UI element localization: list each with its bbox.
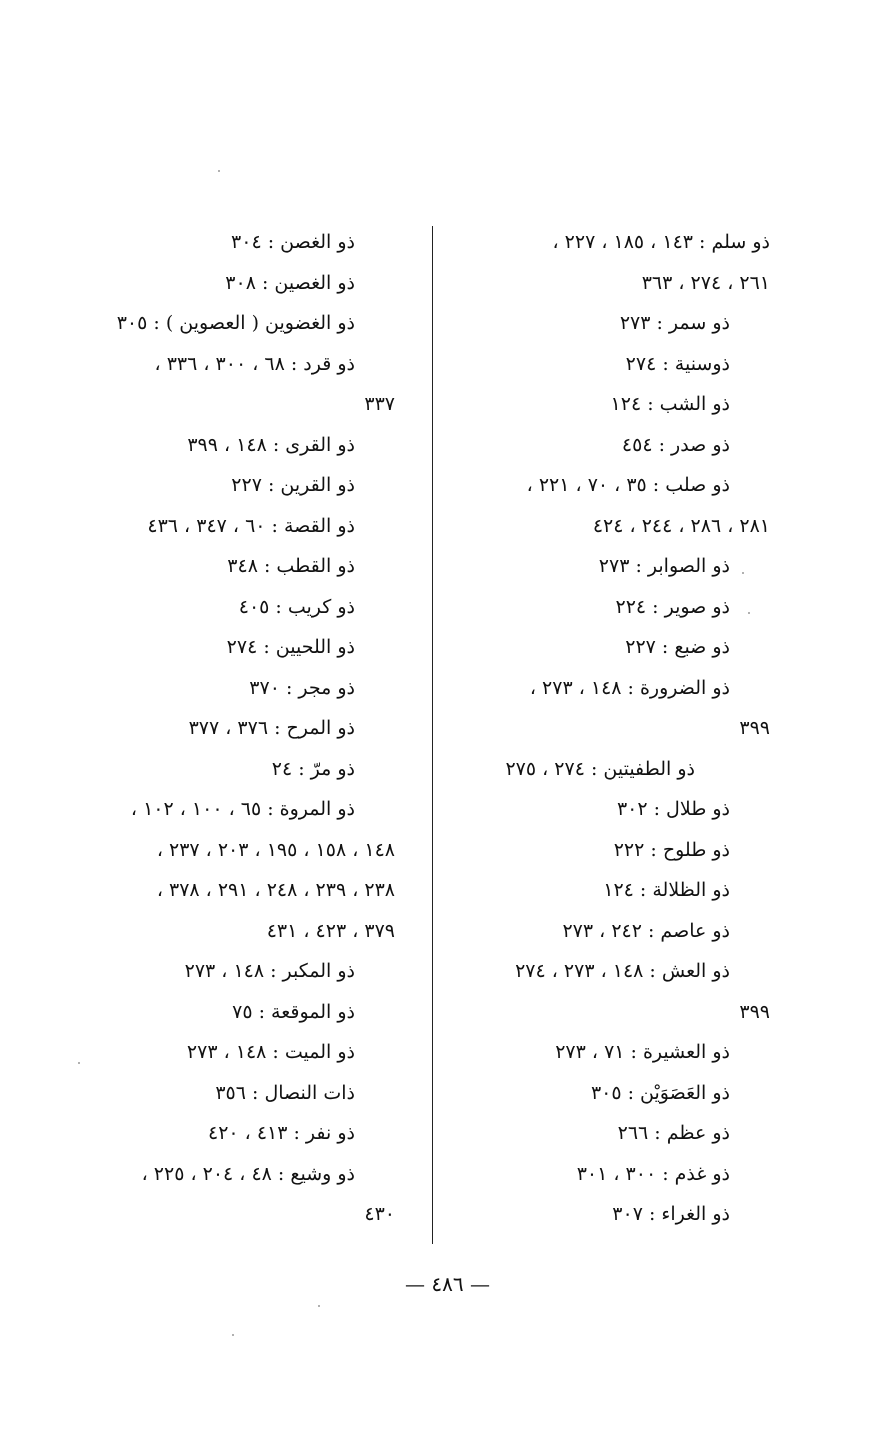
index-entry-continuation: ١٤٨ ، ١٥٨ ، ١٩٥ ، ٢٠٣ ، ٢٣٧ ، bbox=[156, 838, 395, 861]
index-entry: ذوسنية : ٢٧٤ bbox=[625, 352, 730, 375]
scan-speck bbox=[318, 1305, 320, 1307]
index-entry: ذو العش : ١٤٨ ، ٢٧٣ ، ٢٧٤ bbox=[515, 960, 730, 982]
index-entry-continuation: ٣٧٩ ، ٤٢٣ ، ٤٣١ bbox=[266, 919, 395, 942]
index-entry: ذو ضبع : ٢٢٧ bbox=[625, 636, 730, 658]
scan-speck bbox=[218, 170, 220, 172]
index-entry: ذو مجر : ٣٧٠ bbox=[249, 676, 355, 699]
index-entry: ذو نفر : ٤١٣ ، ٤٢٠ bbox=[207, 1122, 355, 1144]
scan-speck bbox=[748, 612, 750, 614]
index-entry: ذو اللحيين : ٢٧٤ bbox=[226, 636, 355, 658]
index-entry-continuation: ٣٩٩ bbox=[739, 1000, 770, 1023]
scan-speck bbox=[232, 1334, 234, 1336]
index-entry-continuation: ٣٩٩ bbox=[739, 717, 770, 739]
index-entry: ذو القرين : ٢٢٧ bbox=[231, 474, 355, 496]
index-entry: ذو قرد : ٦٨ ، ٣٠٠ ، ٣٣٦ ، bbox=[154, 352, 355, 375]
column-divider bbox=[432, 226, 433, 1244]
index-entry: ذو الغصين : ٣٠٨ bbox=[225, 271, 355, 294]
index-entry: ذو الموقعة : ٧٥ bbox=[232, 1000, 355, 1023]
index-entry: ذو الظلالة : ١٢٤ bbox=[603, 879, 730, 901]
index-entry: ذو المكبر : ١٤٨ ، ٢٧٣ bbox=[184, 960, 355, 982]
index-entry: ذو الغضوين ( العصوين ) : ٣٠٥ bbox=[116, 312, 355, 334]
index-entry-continuation: ٢٦١ ، ٢٧٤ ، ٣٦٣ bbox=[641, 271, 770, 294]
index-entry: ذو الشب : ١٢٤ bbox=[610, 393, 730, 415]
index-entry: ذو الميت : ١٤٨ ، ٢٧٣ bbox=[186, 1041, 355, 1063]
index-entry: ذو عاصم : ٢٤٢ ، ٢٧٣ bbox=[562, 919, 730, 942]
index-column-right bbox=[450, 222, 770, 1235]
index-entry: ذو القصة : ٦٠ ، ٣٤٧ ، ٤٣٦ bbox=[147, 514, 355, 537]
index-entry: ذو كريب : ٤٠٥ bbox=[238, 595, 355, 618]
scan-speck bbox=[742, 572, 744, 574]
index-entry: ذو الغصن : ٣٠٤ bbox=[231, 231, 355, 253]
index-entry-continuation: ٤٣٠ bbox=[364, 1203, 395, 1225]
index-entry: ذو المروة : ٦٥ ، ١٠٠ ، ١٠٢ ، bbox=[130, 798, 355, 820]
index-entry: ذو مرّ : ٢٤ bbox=[271, 757, 355, 780]
index-entry: ذات النصال : ٣٥٦ bbox=[215, 1081, 355, 1104]
scan-speck bbox=[78, 1062, 80, 1064]
index-entry-continuation: ٢٣٨ ، ٢٣٩ ، ٢٤٨ ، ٢٩١ ، ٣٧٨ ، bbox=[156, 879, 395, 901]
index-entry-continuation: ٣٣٧ bbox=[364, 393, 395, 415]
index-entry: ذو وشيع : ٤٨ ، ٢٠٤ ، ٢٢٥ ، bbox=[141, 1162, 355, 1185]
index-entry: ذو صوير : ٢٢٤ bbox=[615, 595, 730, 618]
index-column-left bbox=[95, 222, 395, 1235]
page-number: — ٤٨٦ — bbox=[405, 1272, 490, 1296]
index-entry: ذو الصوابر : ٢٧٣ bbox=[598, 555, 730, 577]
index-entry: ذو العَصَوَيْن : ٣٠٥ bbox=[590, 1081, 730, 1104]
index-entry: ذو القطب : ٣٤٨ bbox=[227, 555, 355, 577]
index-entry: ذو غذم : ٣٠٠ ، ٣٠١ bbox=[576, 1162, 730, 1185]
index-entry: ذو الطفيتين : ٢٧٤ ، ٢٧٥ bbox=[505, 757, 695, 780]
index-entry: ذو سلم : ١٤٣ ، ١٨٥ ، ٢٢٧ ، bbox=[552, 231, 770, 253]
index-entry: ذو الضرورة : ١٤٨ ، ٢٧٣ ، bbox=[529, 676, 730, 699]
index-entry: ذو عظم : ٢٦٦ bbox=[617, 1122, 730, 1144]
index-entry: ذو صلب : ٣٥ ، ٧٠ ، ٢٢١ ، bbox=[526, 474, 730, 496]
index-entry: ذو طلوح : ٢٢٢ bbox=[613, 838, 730, 861]
index-entry: ذو الغراء : ٣٠٧ bbox=[612, 1203, 730, 1225]
index-entry: ذو صدر : ٤٥٤ bbox=[621, 433, 730, 456]
index-entry: ذو طلال : ٣٠٢ bbox=[616, 798, 730, 820]
index-entry: ذو المرح : ٣٧٦ ، ٣٧٧ bbox=[188, 717, 355, 739]
index-entry: ذو العشيرة : ٧١ ، ٢٧٣ bbox=[555, 1041, 730, 1063]
index-entry: ذو سمر : ٢٧٣ bbox=[619, 312, 730, 334]
index-entry: ذو القرى : ١٤٨ ، ٣٩٩ bbox=[187, 433, 355, 456]
index-entry-continuation: ٢٨١ ، ٢٨٦ ، ٢٤٤ ، ٤٢٤ bbox=[592, 514, 770, 537]
